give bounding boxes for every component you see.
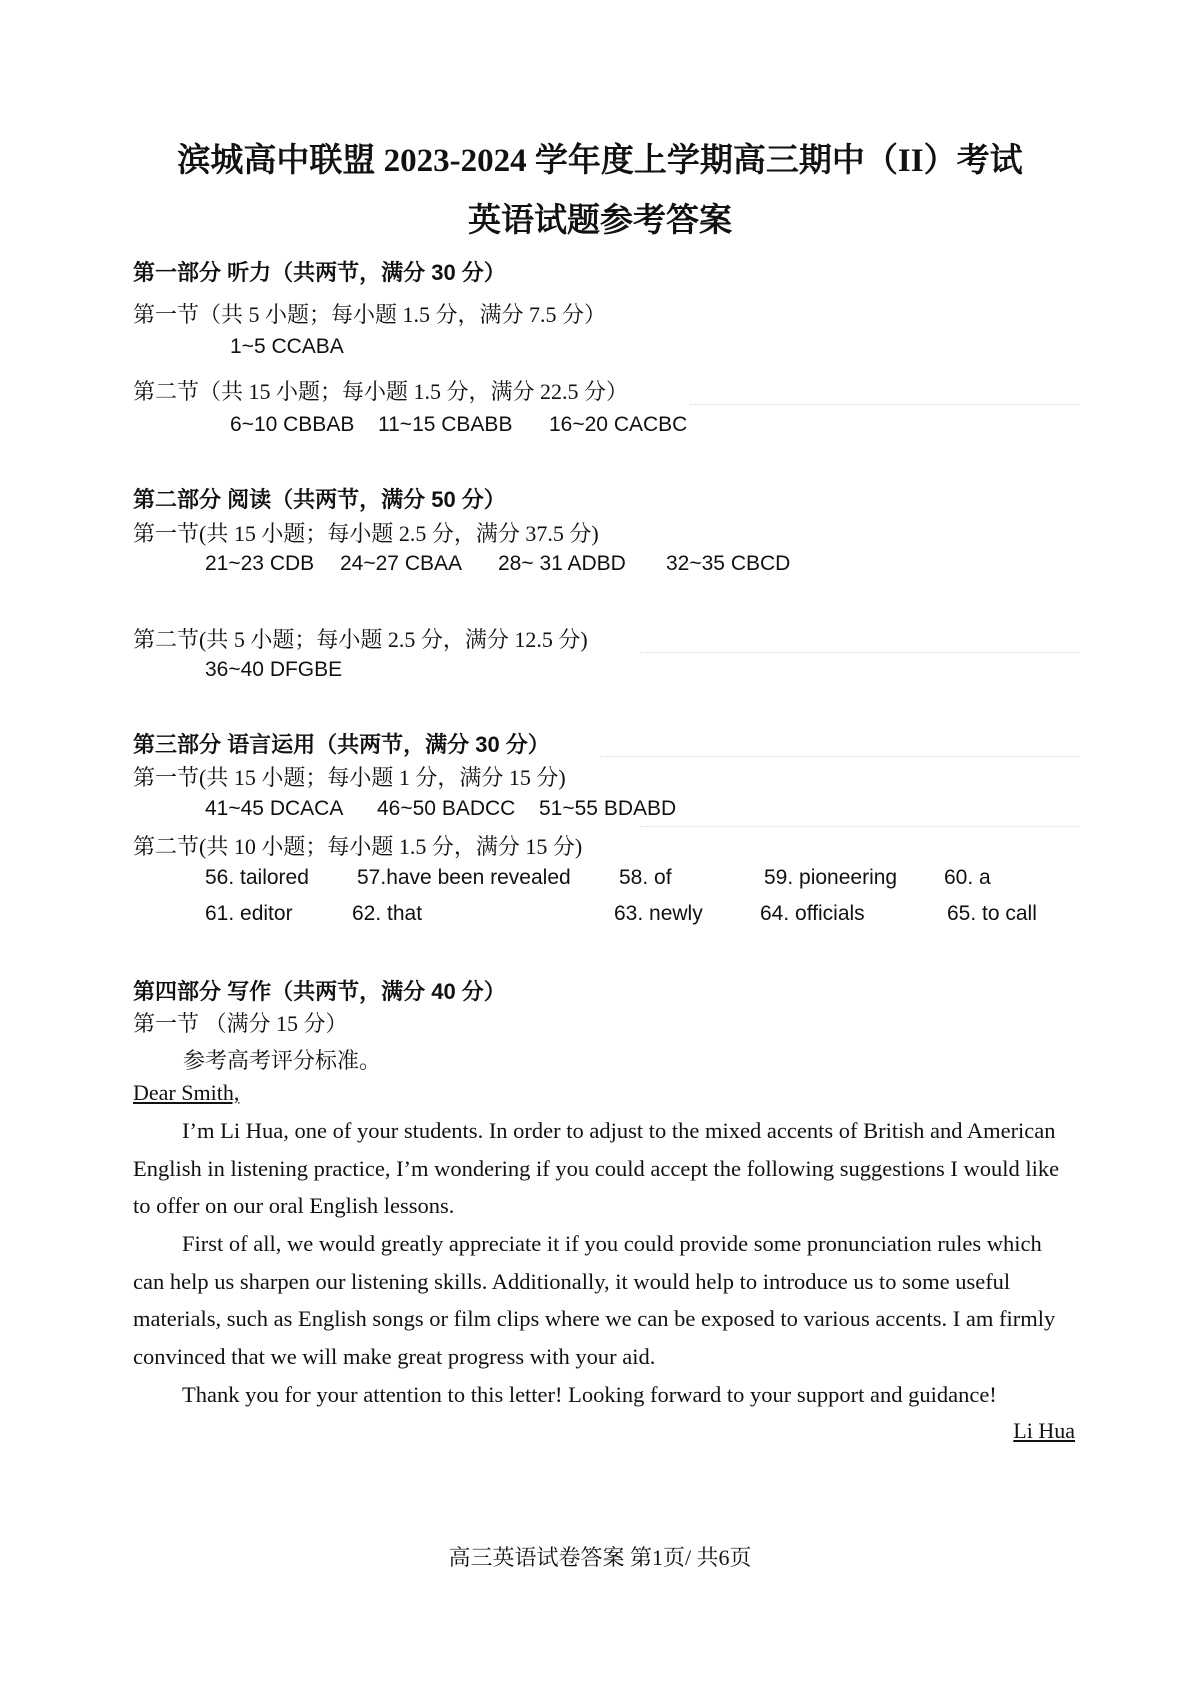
part1-heading: 第一部分 听力（共两节，满分 30 分） bbox=[133, 260, 506, 285]
part4-sec1-heading: 第一节 （满分 15 分） bbox=[133, 1011, 348, 1036]
part3-answer-64: 64. officials bbox=[760, 902, 865, 925]
part2-sec1-answer-4: 32~35 CBCD bbox=[666, 552, 791, 575]
part3-heading: 第三部分 语言运用（共两节，满分 30 分） bbox=[133, 732, 550, 757]
part4-scoring-note: 参考高考评分标准。 bbox=[183, 1048, 382, 1073]
part3-sec1-answer-3: 51~55 BDABD bbox=[539, 797, 677, 820]
dotted-guide bbox=[690, 404, 1080, 405]
part2-sec2-heading: 第二节(共 5 小题；每小题 2.5 分，满分 12.5 分) bbox=[133, 627, 588, 652]
part2-sec1-answer-2: 24~27 CBAA bbox=[340, 552, 463, 575]
dotted-guide bbox=[600, 756, 1080, 757]
dotted-guide bbox=[640, 826, 1080, 827]
part3-sec1-heading: 第一节(共 15 小题；每小题 1 分，满分 15 分) bbox=[133, 765, 566, 790]
part4-heading: 第四部分 写作（共两节，满分 40 分） bbox=[133, 979, 506, 1004]
part3-sec1-answer-1: 41~45 DCACA bbox=[205, 797, 344, 820]
page-footer: 高三英语试卷答案 第1页/ 共6页 bbox=[448, 1545, 752, 1570]
letter-greeting: Dear Smith, bbox=[133, 1080, 240, 1105]
part3-sec1-answer-2: 46~50 BADCC bbox=[377, 797, 516, 820]
part3-answer-61: 61. editor bbox=[205, 902, 293, 925]
letter-signature: Li Hua bbox=[1013, 1418, 1075, 1443]
part2-sec1-answer-3: 28~ 31 ADBD bbox=[498, 552, 626, 575]
part2-sec1-heading: 第一节(共 15 小题；每小题 2.5 分，满分 37.5 分) bbox=[133, 521, 599, 546]
part2-sec2-answers: 36~40 DFGBE bbox=[205, 658, 343, 681]
part3-answer-65: 65. to call bbox=[947, 902, 1037, 925]
letter-paragraph-2: First of all, we would greatly appreciate it if you could provide some pronunciation rules which can help us sharpen our listening skills. Additionally, it would help to introduce us to some useful materials, such as English songs or film clips where we can be exposed to various accents. I am firmly convinced that we will make great progress with your aid. bbox=[133, 1231, 1056, 1369]
dotted-guide bbox=[640, 652, 1080, 653]
part1-sec1-answers: 1~5 CCABA bbox=[230, 335, 344, 358]
part1-sec2-answer-2: 11~15 CBABB bbox=[378, 413, 513, 436]
letter-paragraph-1: I’m Li Hua, one of your students. In order to adjust to the mixed accents of British and American English in listening practice, I’m wondering if you could accept the following suggestions I would like to offer on our oral English lessons. bbox=[133, 1118, 1060, 1219]
part3-answer-57: 57.have been revealed bbox=[357, 866, 571, 889]
part3-answer-56: 56. tailored bbox=[205, 866, 309, 889]
part3-answer-63: 63. newly bbox=[614, 902, 703, 925]
part1-sec2-heading: 第二节（共 15 小题；每小题 1.5 分，满分 22.5 分） bbox=[133, 379, 629, 404]
part2-heading: 第二部分 阅读（共两节，满分 50 分） bbox=[133, 487, 506, 512]
part3-sec2-heading: 第二节(共 10 小题；每小题 1.5 分，满分 15 分) bbox=[133, 834, 583, 859]
part3-answer-59: 59. pioneering bbox=[764, 866, 898, 889]
part3-answer-60: 60. a bbox=[944, 866, 991, 889]
page-subtitle: 英语试题参考答案 bbox=[468, 203, 732, 239]
part3-answer-58: 58. of bbox=[619, 866, 672, 889]
part3-answer-62: 62. that bbox=[352, 902, 423, 925]
part2-sec1-answer-1: 21~23 CDB bbox=[205, 552, 315, 575]
part1-sec1-heading: 第一节（共 5 小题；每小题 1.5 分，满分 7.5 分） bbox=[133, 302, 607, 327]
page-title: 滨城高中联盟 2023-2024 学年度上学期高三期中（II）考试 bbox=[177, 143, 1023, 179]
letter-paragraph-3: Thank you for your attention to this letter! Looking forward to your support and guidance! bbox=[182, 1382, 997, 1407]
part1-sec2-answer-3: 16~20 CACBC bbox=[549, 413, 688, 436]
part1-sec2-answer-1: 6~10 CBBAB bbox=[230, 413, 355, 436]
